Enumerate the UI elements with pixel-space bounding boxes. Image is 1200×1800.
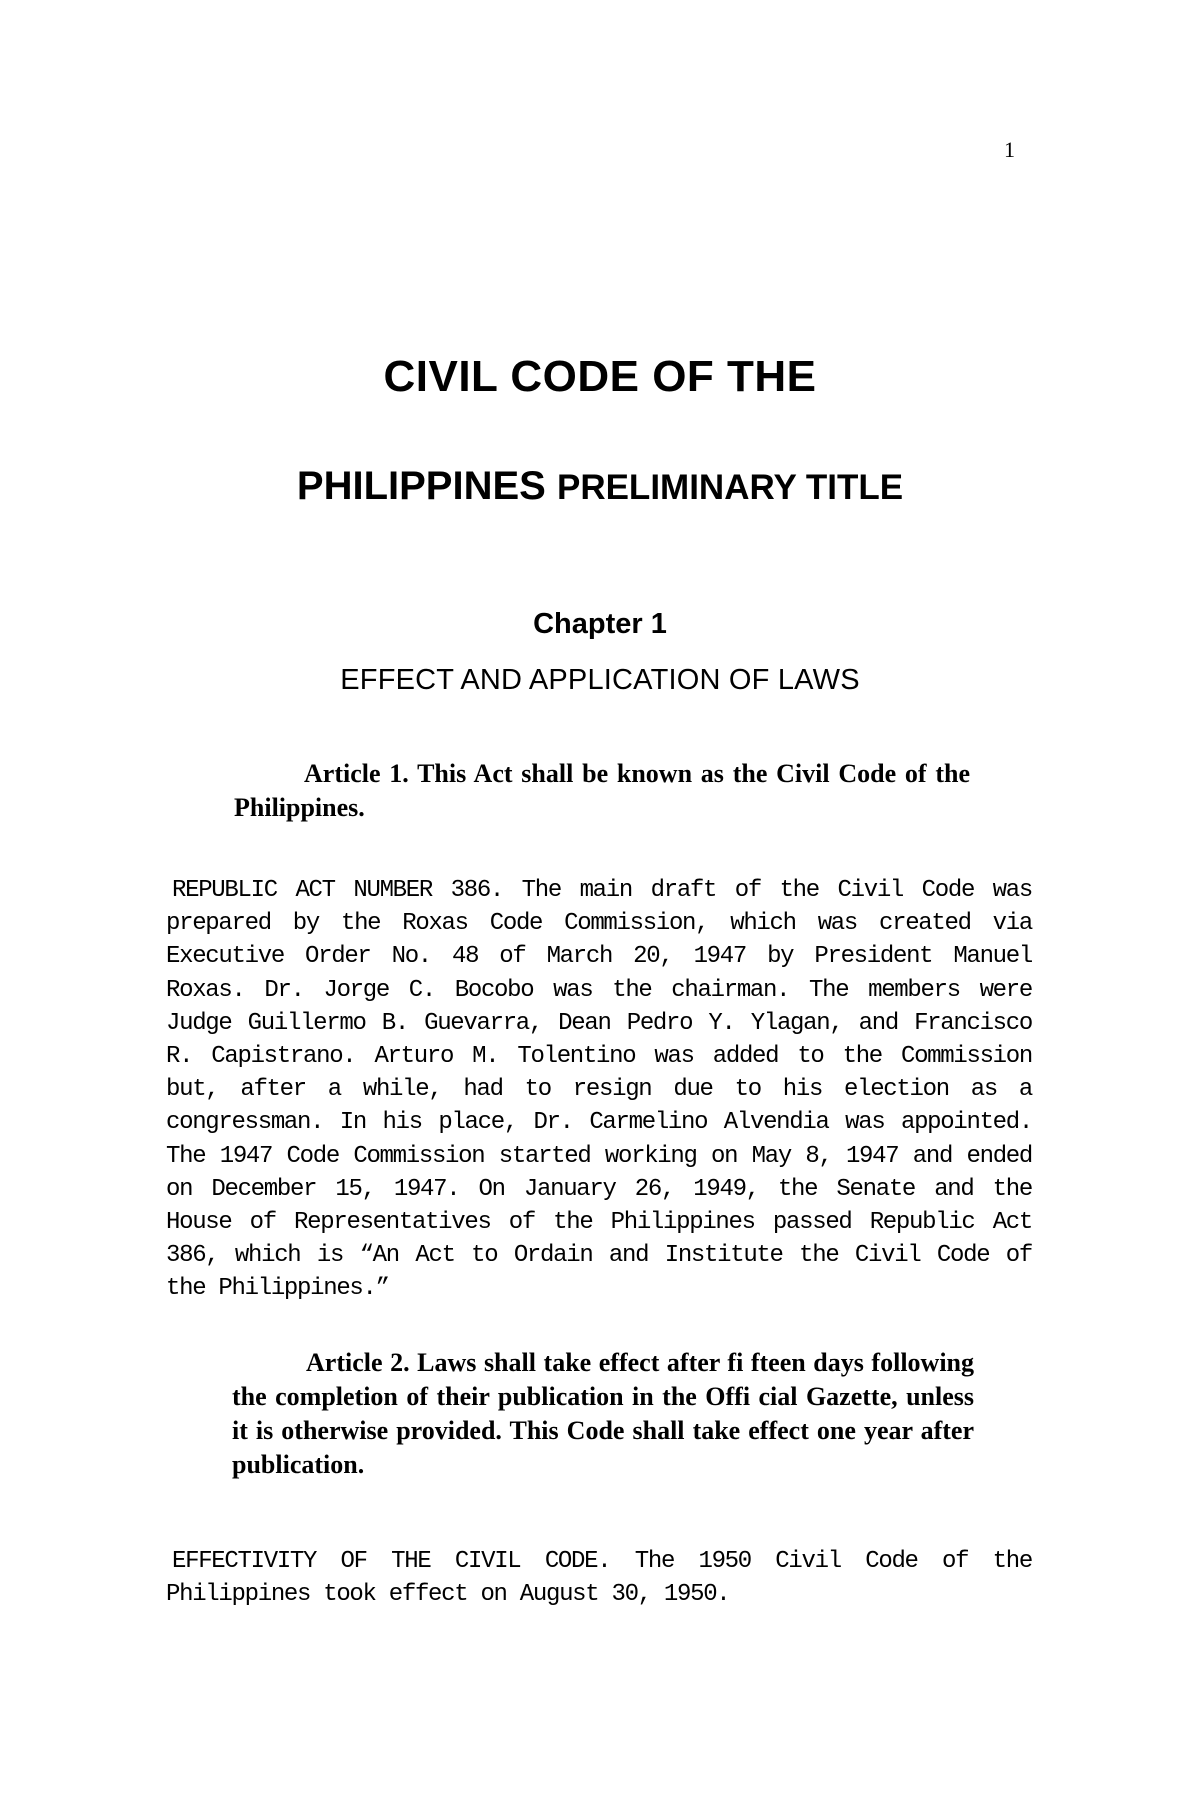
document-title-line-2 [0, 464, 1200, 509]
commentary-republic-act: REPUBLIC ACT NUMBER 386. The main draft of the Civil Code was prepared by the Roxas Code Commission, which was created via Executive Order No. 48 of March 20, 1947 by President Manuel Roxas. Dr. Jorge C. Bocobo was the chairman. The members were Judge Guillermo B. Guevarra, Dean Pedro Y. Ylagan, and Francisco R. Capistrano. Arturo M. Tolentino was added to the Commission but, after a while, had to resign due to his election as a congressman. In his place, Dr. Carmelino Alvendia was appointed. The 1947 Code Commission started working on May 8, 1947 and ended on December 15, 1947. On January 26, 1949, the Senate and the House of Representatives of the Philippines passed Republic Act 386, which is “An Act to Ordain and Institute the Civil Code of the Philippines.” [166, 877, 1032, 1303]
page-number: 1 [1004, 137, 1015, 162]
article-1-text: Article 1. This Act shall be known as the Civil Code of the Philippines. [234, 759, 970, 822]
chapter-number: Chapter 1 [533, 608, 667, 640]
article-2-text: Article 2. Laws shall take effect after fi fteen days following the completion of their publication in the Offi cial Gazette, unless it is otherwise provided. This Code shall take effect one year after publication. [232, 1348, 974, 1479]
commentary-effectivity: EFFECTIVITY OF THE CIVIL CODE. The 1950 Civil Code of the Philippines took effect on August 30, 1950. [166, 1548, 1032, 1609]
chapter-title: EFFECT AND APPLICATION OF LAWS [340, 664, 860, 696]
preliminary-title-heading: PRELIMINARY TITLE [556, 468, 904, 507]
document-title-main: PHILIPPINES [296, 464, 546, 508]
document-title-line-1: CIVIL CODE OF THE [383, 352, 817, 401]
